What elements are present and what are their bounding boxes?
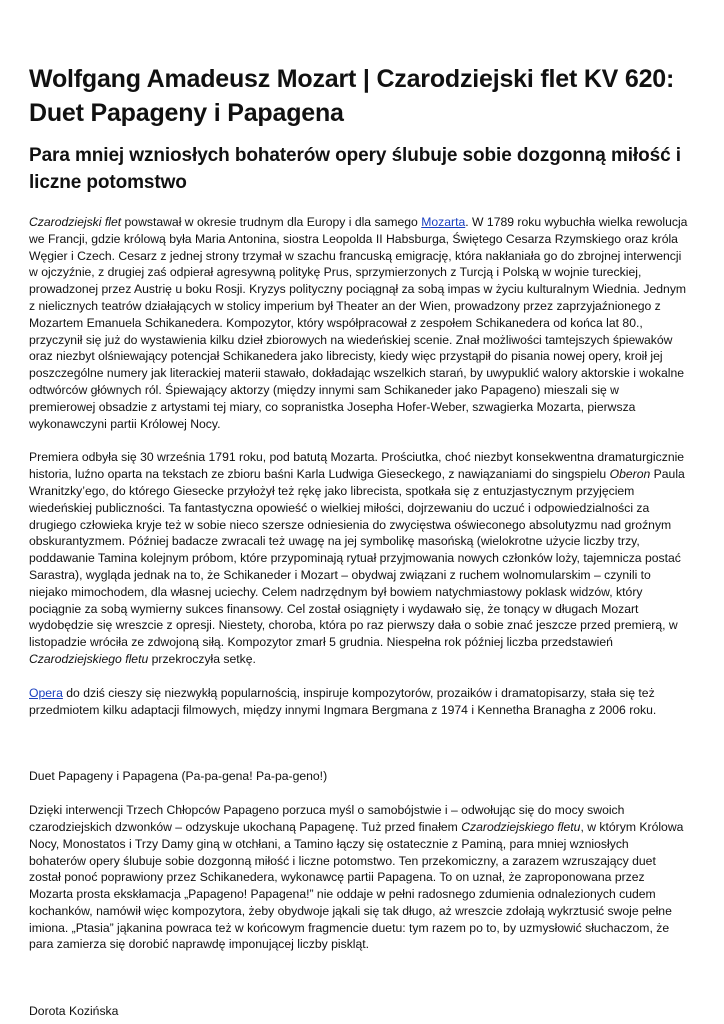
- page-subtitle: Para mniej wzniosłych bohaterów opery ślubuje sobie dozgonną miłość i liczne potomstwo: [29, 145, 681, 193]
- duet-paragraph: [29, 802, 688, 953]
- flet-italic: Czarodziejskiego fletu: [29, 651, 149, 666]
- para2-text-a: Premiera odbyła się 30 września 1791 roku, pod batutą Mozarta. Prościutka, choć niezbyt konsekwentna dramaturgicznie historia, luźno oparta na tekstach ze zbioru baśni Karla Ludwiga Gieseckego, z nawiązaniami do singspielu: [29, 450, 685, 482]
- premiere-paragraph: [29, 449, 688, 667]
- page-title: Wolfgang Amadeusz Mozart | Czarodziejski flet KV 620: Duet Papageny i Papagena: [29, 65, 675, 127]
- para1-text-a: powstawał w okresie trudnym dla Europy i dla samego: [121, 215, 422, 229]
- para2-text-b: Paula Wranitzky’ego, do którego Giesecke przyłożył też rękę jako librecista, spotkała się z entuzjastycznym przyjęciem wiedeńskiej publiczności. Ta fantastyczna opowieść o wielkiej miłości, dojrzewaniu do uczuć i odpowiedzialności za drugiego człowieka kryje też w sobie nieco szersze odniesienia do zwycięstwa oświeconego absolutyzmu nad groźnym obskurantyzmem. Później badacze zwracali też uwagę na jej symbolikę masońską (wielokrotne użycie liczby trzy, poddawanie Tamina kolejnym próbom, które przypominają rytuał przyjmowania nowych członków loży, tajemnicza postać Sarastra), wygląda jednak na to, że Schikaneder i Mozart – obydwaj związani z ruchem wolnomularskim – czynili to niejako mimochodem, dla własnej uciechy. Celem nadrzędnym był bowiem natychmiastowy poklask widzów, który pociągnie za sobą wymierny sukces finansowy. Cel został osiągnięty i wydawało się, że tonący w długach Mozart wydobędzie się wreszcie z opresji. Niestety, choroba, która po raz pierwszy dała o sobie znać jeszcze przed premierą, w listopadzie wróciła ze zdwojoną siłą. Kompozytor zmarł 5 grudnia. Niespełna rok później liczba przedstawień: [29, 467, 685, 650]
- work-title-italic: Czarodziejski flet: [29, 215, 122, 229]
- intro-paragraph: [29, 214, 688, 432]
- para1-text-b: . W 1789 roku wybuchła wielka rewolucja we Francji, gdzie królową była Maria Antonina, siostra Leopolda II Habsburga, Świętego Cesarza Rzymskiego oraz króla Węgier i Czech. Cesarz z jednej strony trzymał w szachu francuską emigrację, która nakłaniała go do zbrojnej interwencji w ojczyźnie, z drugiej zaś odpierał agresywną politykę Prus, sprzymierzonych z Turcją i Polską w wojnie tureckiej, prowadzonej przez Austrię u boku Rosji. Kryzys polityczny pociągnął za sobą impas w życiu kulturalnym Wiednia. Jednym z nielicznych teatrów działających w stolicy imperium był Theater an der Wien, prowadzony przez zaprzyjaźnionego z Mozartem Emanuela Schikanedera. Kompozytor, który współpracował z zespołem Schikanedera od końca lat 80., przyczynił się już do wystawienia kilku dzieł zbiorowych na wiedeńskiej scenie. Znał możliwości tamtejszych śpiewaków oraz niezbyt olśniewający potencjał Schikanedera jako librecisty, kiedy więc przystąpił do pisania nowej opery, kroił jej poszczególne numery jak literackiej materii stawało, dokładając wszelkich starań, by uwypuklić walory aktorskie i wokalne odtwórców głównych ról. Śpiewający aktorzy (między innymi sam Schikaneder jako Papageno) mieszali się w premierowej obsadzie z artystami tej miary, co sopranistka Josepha Hofer-Weber, szwagierka Mozarta, pierwsza wykonawczyni partii Królowej Nocy.: [29, 215, 688, 431]
- para5-text-a: Dzięki interwencji Trzech Chłopców Papageno porzuca myśl o samobójstwie i – odwołując się do mocy swoich czarodziejskich dzwonków – odzyskuje ukochaną Papagenę. Tuż przed finałem: [29, 803, 625, 834]
- flet-italic-2: Czarodziejskiego fletu: [461, 819, 581, 834]
- duet-heading: Duet Papageny i Papagena (Pa-pa-gena! Pa-pa-geno!): [29, 769, 328, 784]
- popularity-paragraph: [29, 685, 688, 719]
- para2-text-c: przekroczyła setkę.: [148, 651, 256, 666]
- para5-text-b: , w którym Królowa Nocy, Monostatos i Trzy Damy giną w otchłani, a Tamino łączy się ostatecznie z Paminą, para mniej wzniosłych bohaterów opery ślubuje sobie dozgonną miłość i liczne potomstwo. Ten przekomiczny, a zarazem wzruszający duet został ponoć poprawiony przez Schikanedera, wykonawcę partii Papagena. To on uznał, że zaproponowana przez Mozarta prosta ekskłamacja „Papageno! Papagena!” nie oddaje w pełni radosnego zdumienia odnalezionych cudem kochanków, namówił więc kompozytora, żeby obydwoje jąkali się tak długo, aż wreszcie zdołają wykrztusić swoje pełne imiona. „Ptasia” jąkanina powraca też w końcowym fragmencie duetu: tym razem po to, by uzmysłowić słuchaczom, że para zamierza się dorobić naprawdę imponującej liczby piskląt.: [29, 819, 684, 952]
- oberon-italic: Oberon: [609, 467, 651, 482]
- para3-text: do dziś cieszy się niezwykłą popularnością, inspiruje kompozytorów, prozaików i dramatopisarzy, stała się też przedmiotem kilku adaptacji filmowych, między innymi Ingmara Bergmana z 1974 i Kennetha Branagha z 2006 roku.: [29, 685, 657, 717]
- author-signature: Dorota Kozińska: [29, 1004, 119, 1019]
- mozart-link[interactable]: Mozarta: [421, 215, 466, 229]
- opera-link[interactable]: Opera: [29, 685, 63, 700]
